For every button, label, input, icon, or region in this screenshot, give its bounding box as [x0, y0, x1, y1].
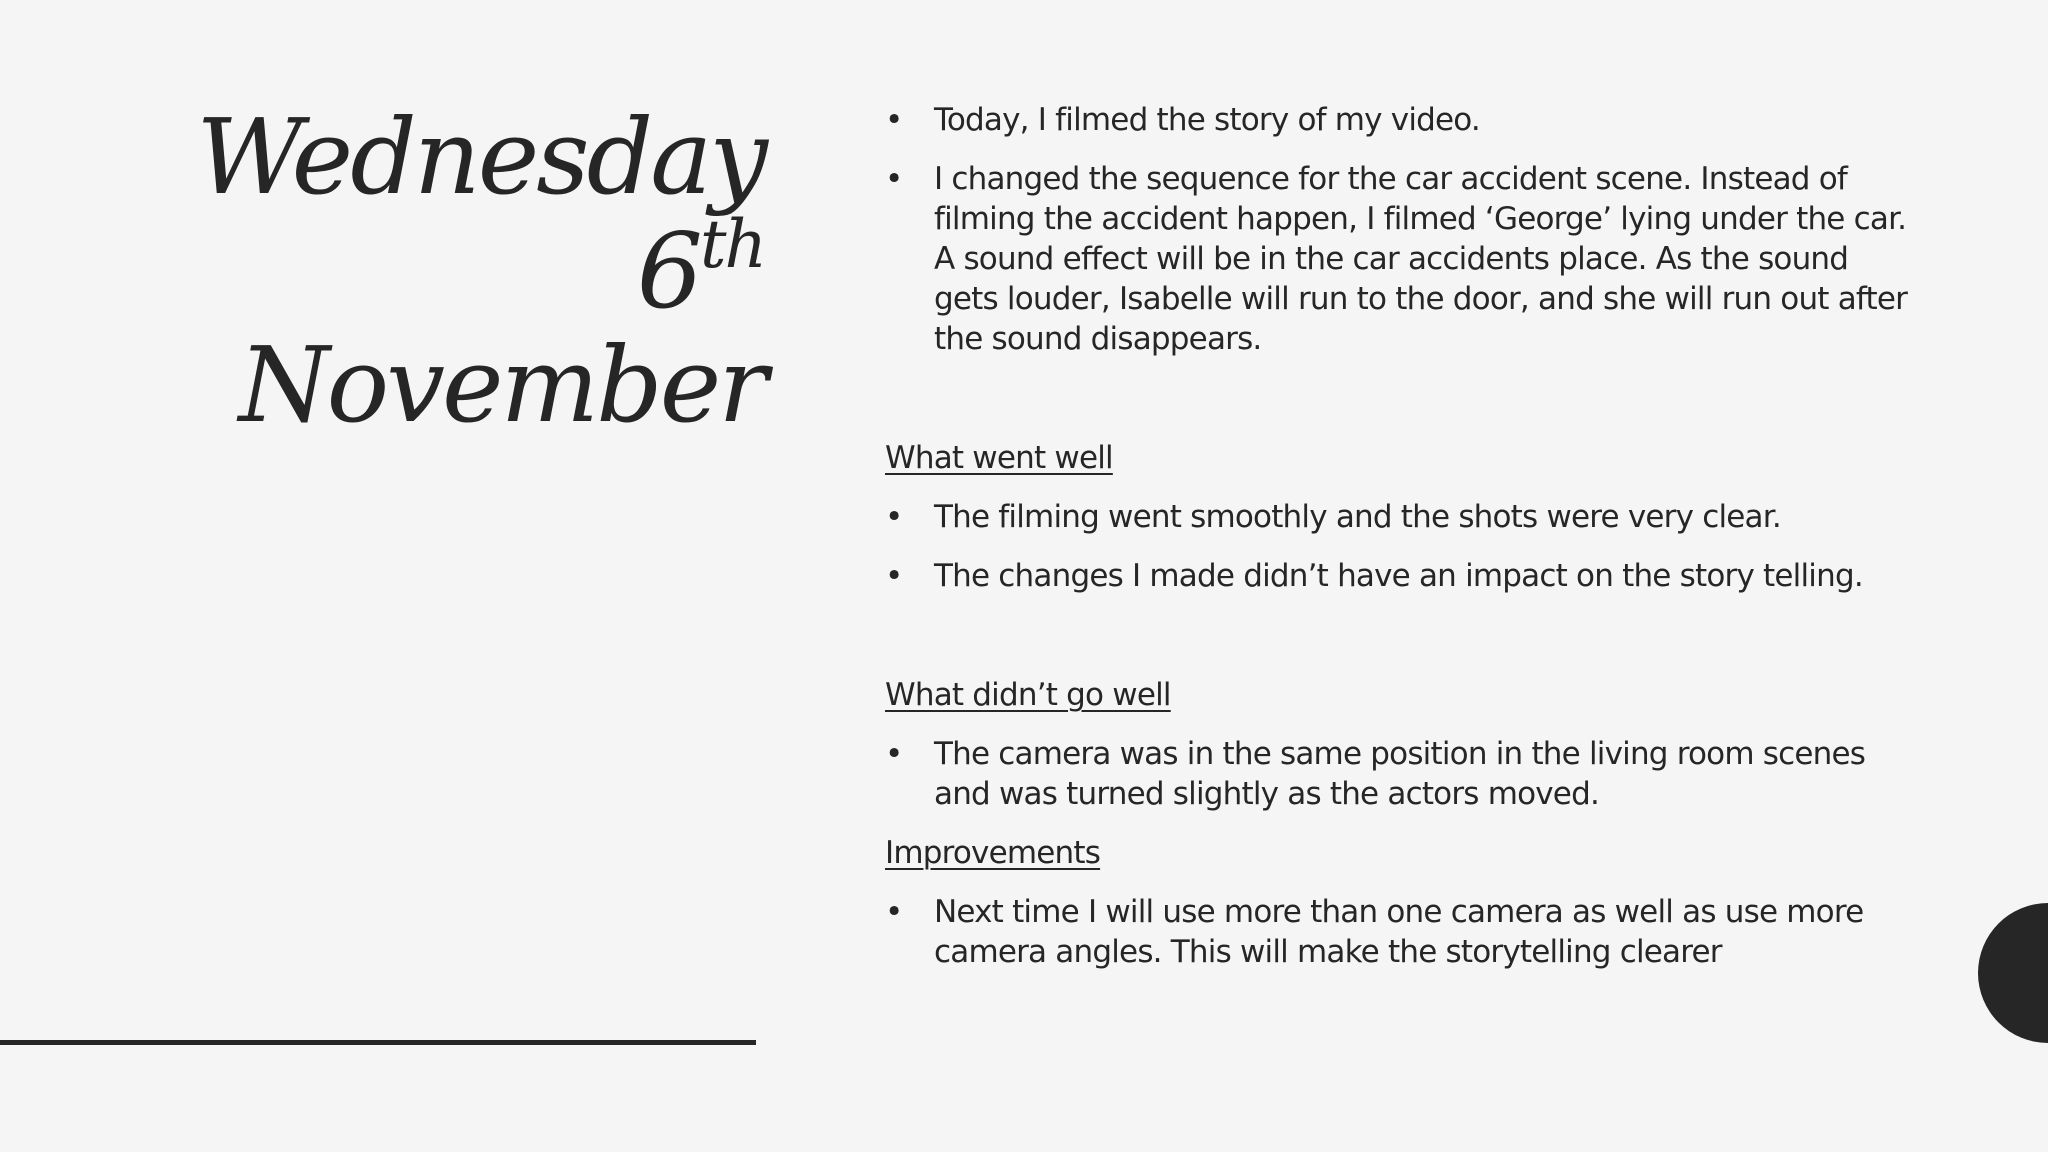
- improvements-heading: [885, 833, 1915, 873]
- bullet-icon: •: [885, 102, 903, 138]
- title-month: November: [238, 324, 765, 446]
- list-item: [885, 100, 1915, 140]
- bullet-text: The filming went smoothly and the shots were very clear.: [934, 499, 1781, 535]
- section-heading: Improvements: [885, 835, 1101, 871]
- divider-line: [0, 1040, 756, 1045]
- section-heading: What went well: [885, 440, 1113, 476]
- went-well-item-1: [885, 497, 1915, 537]
- intro-section: [885, 100, 1915, 140]
- list-item: [885, 892, 1915, 972]
- list-item: [885, 159, 1915, 359]
- list-item: [885, 556, 1915, 596]
- title-weekday: Wednesday: [196, 96, 765, 218]
- title-day: [150, 206, 765, 332]
- bullet-icon: •: [885, 161, 903, 197]
- bullet-text: Today, I filmed the story of my video.: [934, 102, 1480, 138]
- decorative-circle: [1978, 903, 2048, 1043]
- list-item: [885, 497, 1915, 537]
- improvements-item-1: [885, 892, 1915, 972]
- went-well-item-2: [885, 556, 1915, 596]
- bullet-icon: •: [885, 736, 903, 772]
- didnt-go-well-heading: [885, 675, 1915, 715]
- slide-title: [150, 96, 765, 446]
- bullet-text: The changes I made didn’t have an impact on the story telling.: [934, 558, 1863, 594]
- bullet-icon: •: [885, 499, 903, 535]
- title-day-suffix: th: [699, 206, 765, 283]
- bullet-text: I changed the sequence for the car accident scene. Instead of filming the accident happen, I filmed ‘George’ lying under the car. A sound effect will be in the car accidents place. As the sound gets louder, Isabelle will run to the door, and she will run out after the sound disappears.: [934, 161, 1908, 357]
- went-well-heading: [885, 438, 1915, 478]
- bullet-icon: •: [885, 558, 903, 594]
- bullet-text: Next time I will use more than one camera as well as use more camera angles. This will make the storytelling clearer: [934, 894, 1864, 970]
- intro-section-2: [885, 159, 1915, 359]
- didnt-go-well-item-1: [885, 734, 1915, 814]
- list-item: [885, 734, 1915, 814]
- bullet-text: The camera was in the same position in the living room scenes and was turned slightly as the actors moved.: [934, 736, 1866, 812]
- bullet-icon: •: [885, 894, 903, 930]
- title-day-number: 6: [636, 210, 700, 332]
- section-heading: What didn’t go well: [885, 677, 1171, 713]
